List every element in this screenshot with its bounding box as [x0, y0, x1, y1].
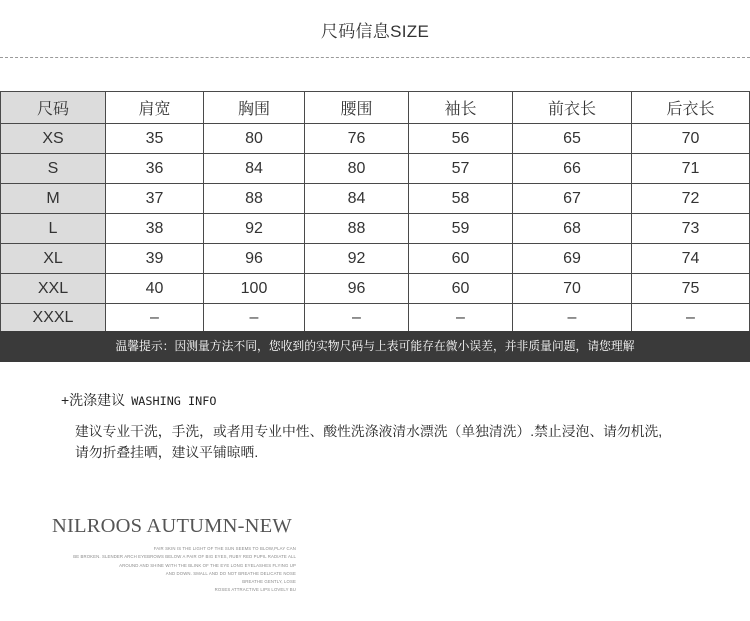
- shoulder-width-cell: 39: [106, 244, 204, 274]
- size-label-xxxl: XXXL: [1, 304, 106, 332]
- shoulder-width-cell: 36: [106, 154, 204, 184]
- size-label-s: S: [1, 154, 106, 184]
- sleeve-length-cell: 57: [409, 154, 513, 184]
- size-row-m: [1, 184, 750, 214]
- sleeve-length-cell: 56: [409, 124, 513, 154]
- header-sleeve-length: 袖长: [409, 92, 513, 124]
- size-row-xxl: [1, 274, 750, 304]
- header-size: 尺码: [1, 92, 106, 124]
- poem-line: BREATHE GENTLY, LOSE: [242, 579, 296, 585]
- chest-cell: –: [204, 304, 305, 332]
- sleeve-length-cell: 59: [409, 214, 513, 244]
- notice-text: 温馨提示：因测量方法不同，您收到的实物尺码与上表可能存在微小误差，并非质量问题，请您理解: [115, 339, 635, 353]
- waist-cell: 88: [305, 214, 409, 244]
- back-length-cell: 73: [632, 214, 750, 244]
- washing-line: 请勿折叠挂晒，建议平铺晾晒.: [75, 445, 259, 460]
- brand-title: NILROOS AUTUMN-NEW: [52, 515, 292, 537]
- washing-instructions: [75, 421, 662, 463]
- waist-cell: 96: [305, 274, 409, 304]
- front-length-cell: 69: [513, 244, 632, 274]
- header-back-length: 后衣长: [632, 92, 750, 124]
- header-chest: 胸围: [204, 92, 305, 124]
- shoulder-width-cell: 40: [106, 274, 204, 304]
- size-label-xl: XL: [1, 244, 106, 274]
- size-label-xxl: XXL: [1, 274, 106, 304]
- washing-heading: [61, 392, 216, 408]
- shoulder-width-cell: 38: [106, 214, 204, 244]
- back-length-cell: –: [632, 304, 750, 332]
- back-length-cell: 75: [632, 274, 750, 304]
- size-row-xl: [1, 244, 750, 274]
- waist-cell: 80: [305, 154, 409, 184]
- chest-cell: 80: [204, 124, 305, 154]
- front-length-cell: 67: [513, 184, 632, 214]
- size-label-l: L: [1, 214, 106, 244]
- chest-cell: 96: [204, 244, 305, 274]
- poem-line: ROSES ATTRACTIVE LIPS LOVELY BU: [214, 587, 296, 593]
- chest-cell: 84: [204, 154, 305, 184]
- header-waist: 腰围: [305, 92, 409, 124]
- sleeve-length-cell: –: [409, 304, 513, 332]
- back-length-cell: 72: [632, 184, 750, 214]
- brand-poem: [0, 545, 296, 595]
- dashed-divider: [0, 57, 750, 58]
- table-header-row: [1, 92, 750, 124]
- shoulder-width-cell: 35: [106, 124, 204, 154]
- size-row-xs: [1, 124, 750, 154]
- size-table: [0, 91, 750, 332]
- poem-line: FAIR SKIN IS THE LIGHT OF THE SUN SEEMS TO BLOW,PLAY CAN: [153, 546, 296, 551]
- page-title: 尺码信息SIZE: [320, 22, 430, 41]
- poem-line: AND DOWN. SMALL AND DO NOT BREATHE DELICATE NOSE: [165, 570, 296, 576]
- shoulder-width-cell: 37: [106, 184, 204, 214]
- front-length-cell: 70: [513, 274, 632, 304]
- notice-bar: [0, 331, 750, 362]
- sleeve-length-cell: 60: [409, 244, 513, 274]
- size-row-s: [1, 154, 750, 184]
- poem-line: AROUND AND SHINE WITH THE BLINK OF THE EYE LONG EYELASHES FLYING UP: [119, 562, 296, 568]
- waist-cell: 84: [305, 184, 409, 214]
- front-length-cell: –: [513, 304, 632, 332]
- front-length-cell: 66: [513, 154, 632, 184]
- back-length-cell: 71: [632, 154, 750, 184]
- chest-cell: 92: [204, 214, 305, 244]
- header-shoulder-width: 肩宽: [106, 92, 204, 124]
- sleeve-length-cell: 58: [409, 184, 513, 214]
- washing-line: 建议专业干洗，手洗，或者用专业中性、酸性洗涤液清水漂洗（单独清洗）.禁止浸泡、请勿机洗,: [75, 424, 663, 439]
- size-row-l: [1, 214, 750, 244]
- washing-heading-cn: +洗涤建议: [61, 392, 126, 408]
- front-length-cell: 68: [513, 214, 632, 244]
- front-length-cell: 65: [513, 124, 632, 154]
- poem-line: BE BROKEN. SLENDER ARCH EYEBROWS BELOW A PAIR OF BIG EYES, RUBY RED PUPIL RADIATE ALL: [73, 554, 296, 560]
- waist-cell: 76: [305, 124, 409, 154]
- waist-cell: –: [305, 304, 409, 332]
- chest-cell: 100: [204, 274, 305, 304]
- size-label-xs: XS: [1, 124, 106, 154]
- size-row-xxxl: [1, 304, 750, 332]
- size-label-m: M: [1, 184, 106, 214]
- waist-cell: 92: [305, 244, 409, 274]
- washing-heading-en: WASHING INFO: [131, 394, 217, 408]
- back-length-cell: 70: [632, 124, 750, 154]
- sleeve-length-cell: 60: [409, 274, 513, 304]
- chest-cell: 88: [204, 184, 305, 214]
- back-length-cell: 74: [632, 244, 750, 274]
- shoulder-width-cell: –: [106, 304, 204, 332]
- header-front-length: 前衣长: [513, 92, 632, 124]
